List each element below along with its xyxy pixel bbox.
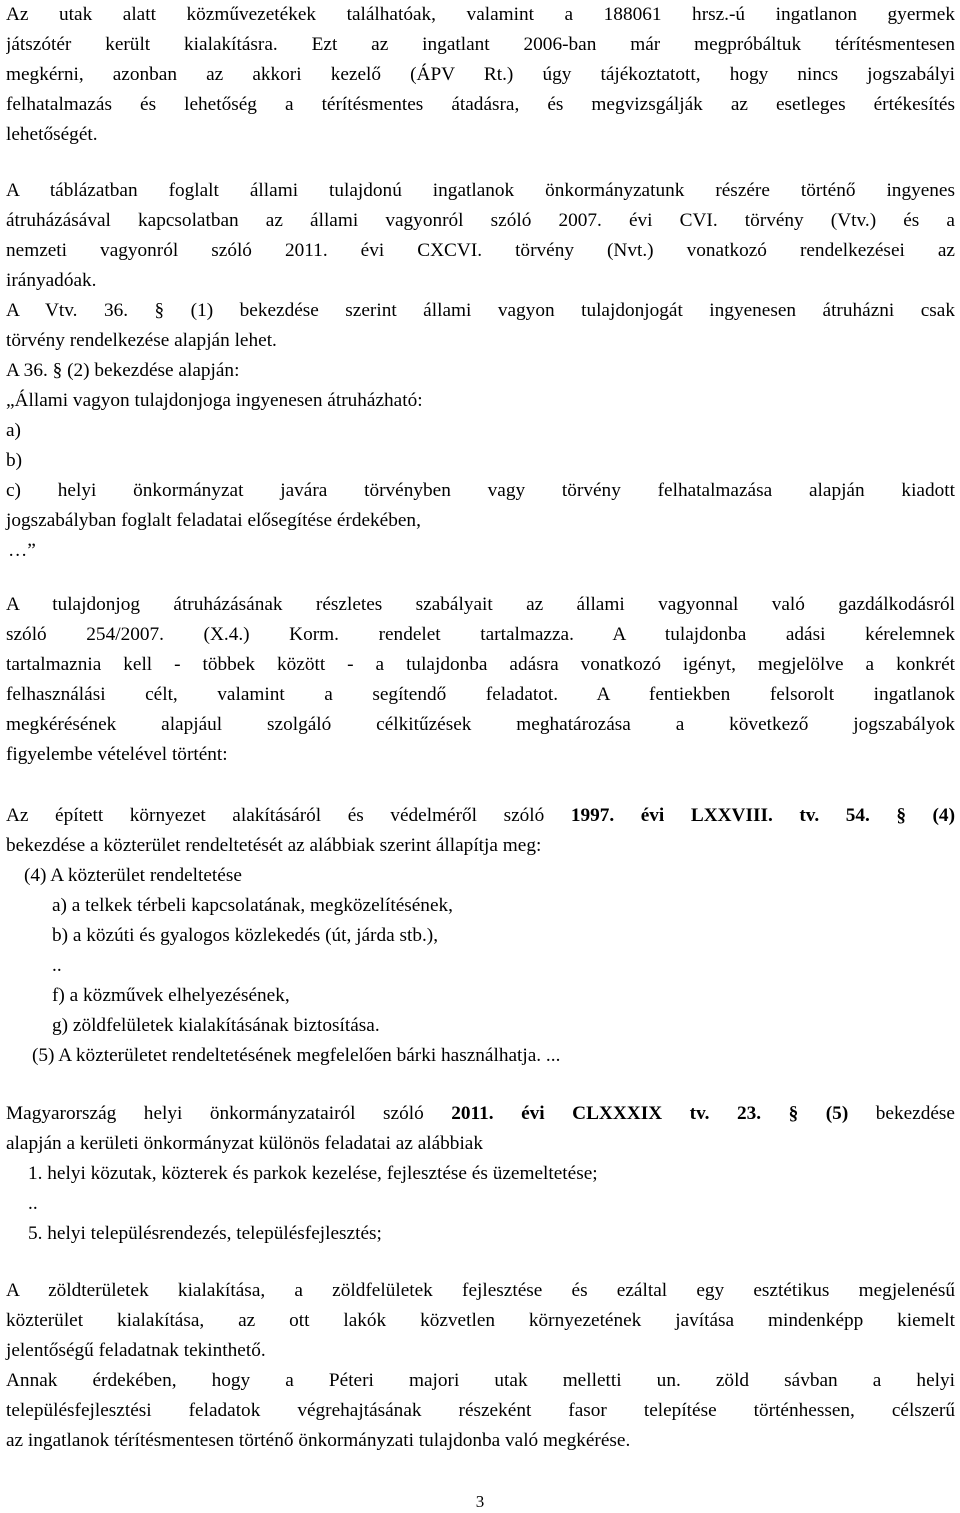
list-item: (4) A közterület rendeltetése <box>24 865 242 886</box>
text-line: a) <box>6 420 21 441</box>
text-line: felhasználási célt, valamint a segítendő feladatot. A fentiekben felsorolt ingatlanok <box>6 684 955 705</box>
paragraph-legal-basis <box>6 176 955 566</box>
law-reference: 2011. évi CLXXXIX tv. 23. § (5) <box>451 1103 849 1124</box>
text-line: megkérésének alapjául szolgáló célkitűzések meghatározása a következő jogszabályok <box>6 714 955 735</box>
text-line: A 36. § (2) bekezdése alapján: <box>6 360 240 381</box>
paragraph-green-areas <box>6 1276 955 1456</box>
text-line: törvény rendelkezése alapján lehet. <box>6 330 277 351</box>
text-line: „Állami vagyon tulajdonjoga ingyenesen átruházható: <box>6 390 423 411</box>
text-line: felhatalmazás és lehetőség a térítésmentes átadásra, és megvizsgálják az esetleges értékesítés <box>6 94 955 115</box>
paragraph-local-government-act <box>6 1099 955 1249</box>
text-run: bekezdése <box>848 1103 955 1124</box>
text-line: A tulajdonjog átruházásának részletes szabályait az állami vagyonnal való gazdálkodásról <box>6 594 955 615</box>
text-line: jogszabályban foglalt feladatai elősegítése érdekében, <box>6 510 421 531</box>
text-line: A Vtv. 36. § (1) bekezdése szerint állami vagyon tulajdonjogát ingyenesen átruházni csak <box>6 300 955 321</box>
text-line: jelentőségű feladatnak tekinthető. <box>6 1340 266 1361</box>
text-line: bekezdése a közterület rendeltetését az alábbiak szerint állapítja meg: <box>6 835 542 856</box>
text-line: tartalmaznia kell - többek között - a tulajdonba adásra vonatkozó igényt, megjelölve a konkrét <box>6 654 955 675</box>
text-line: az ingatlanok térítésmentesen történő önkormányzati tulajdonba való megkérése. <box>6 1430 631 1451</box>
list-item: 1. helyi közutak, közterek és parkok kezelése, fejlesztése és üzemeltetése; <box>28 1163 598 1184</box>
text-line: lehetőségét. <box>6 124 98 145</box>
text-line: Annak érdekében, hogy a Péteri majori utak melletti un. zöld sávban a helyi <box>6 1370 955 1391</box>
text-line: közterület kialakítása, az ott lakók közvetlen környezetének javítása mindenképp kiemelt <box>6 1310 955 1331</box>
text-line: településfejlesztési feladatok végrehajtásának részeként fasor telepítése történhessen, célszerű <box>6 1400 955 1421</box>
list-item: f) a közművek elhelyezésének, <box>52 985 290 1006</box>
text-line: alapján a kerületi önkormányzat különös feladatai az alábbiak <box>6 1133 484 1154</box>
text-line: nemzeti vagyonról szóló 2011. évi CXCVI. törvény (Nvt.) vonatkozó rendelkezései az <box>6 240 955 261</box>
text-run: Az épített környezet alakításáról és védelméről szóló <box>6 805 571 826</box>
text-line <box>6 801 955 831</box>
text-line: megkérni, azonban az akkori kezelő (ÁPV Rt.) úgy tájékoztatott, hogy nincs jogszabályi <box>6 64 955 85</box>
paragraph-intro <box>6 0 955 150</box>
text-line: átruházásával kapcsolatban az állami vagyonról szóló 2007. évi CVI. törvény (Vtv.) és a <box>6 210 955 231</box>
text-line: …” <box>8 540 36 561</box>
text-line: A táblázatban foglalt állami tulajdonú ingatlanok önkormányzatunk részére történő ingyenes <box>6 180 955 201</box>
paragraph-built-environment-act <box>6 801 955 1071</box>
text-line: Az utak alatt közművezetékek találhatóak, valamint a 188061 hrsz.-ú ingatlanon gyermek <box>6 4 955 25</box>
page-number: 3 <box>475 1492 485 1511</box>
list-item: b) a közúti és gyalogos közlekedés (út, járda stb.), <box>52 925 439 946</box>
list-item: (5) A közterületet rendeltetésének megfelelően bárki használhatja. ... <box>32 1045 561 1066</box>
text-line <box>6 1099 955 1129</box>
text-line: figyelembe vételével történt: <box>6 744 228 765</box>
list-item: .. <box>28 1193 38 1214</box>
list-item: .. <box>52 955 62 976</box>
text-line: játszótér került kialakításra. Ezt az ingatlant 2006-ban már megpróbáltuk térítésmentesen <box>6 34 955 55</box>
text-run: Magyarország helyi önkormányzatairól szóló <box>6 1103 452 1124</box>
text-line: A zöldterületek kialakítása, a zöldfelületek fejlesztése és ezáltal egy esztétikus megjelenésű <box>6 1280 955 1301</box>
text-line: irányadóak. <box>6 270 97 291</box>
text-line: szóló 254/2007. (X.4.) Korm. rendelet tartalmazza. A tulajdonba adási kérelemnek <box>6 624 955 645</box>
law-reference: 1997. évi LXXVIII. tv. 54. § (4) <box>570 805 955 826</box>
list-item: a) a telkek térbeli kapcsolatának, megközelítésének, <box>52 895 453 916</box>
text-line: b) <box>6 450 23 471</box>
paragraph-transfer-rules <box>6 590 955 770</box>
list-item: 5. helyi településrendezés, településfejlesztés; <box>28 1223 382 1244</box>
list-item: g) zöldfelületek kialakításának biztosítása. <box>52 1015 380 1036</box>
text-line: c) helyi önkormányzat javára törvényben vagy törvény felhatalmazása alapján kiadott <box>6 480 955 501</box>
